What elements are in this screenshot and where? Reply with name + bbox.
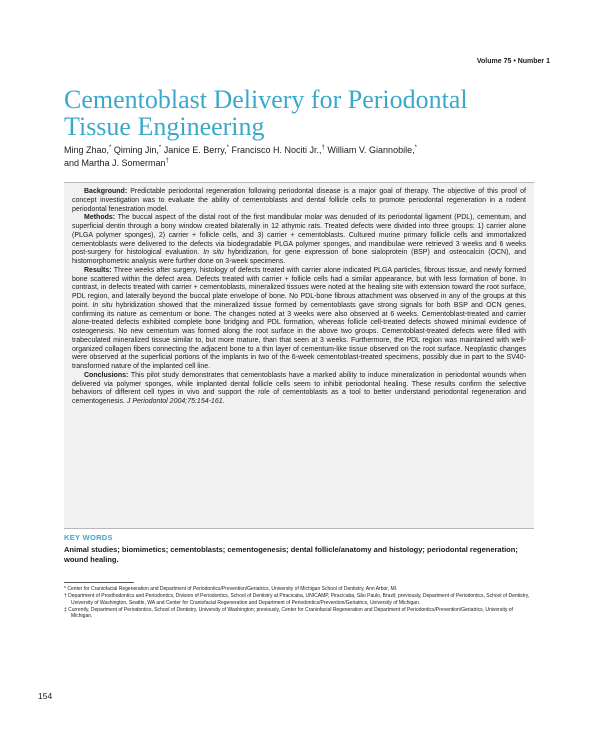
methods-italic: In situ [203, 249, 224, 257]
methods-text-cont: hybridization, for gene expression of bone sialoprotein (BSP) and osteocalcin (OCN), and histomorphometric analysis were further done on 3-week specimens. [72, 249, 526, 265]
author-name: Janice E. Berry, [163, 145, 227, 155]
author-name: and Martha J. Somerman [64, 158, 166, 168]
footnote: † Department of Prosthodontics and Periodontics, Division of Periodontics, School of Dentistry at Piracicaba, UNICAMP, Piracicaba, São Paulo, Brazil; previously, Department of Periodontics, School of Dentistry, University of Washington, Seattle, WA and Center for Craniofacial Regeneration and Department of Periodontics/Prevention/Geriatrics, University of Michigan. [64, 593, 530, 606]
abstract-conclusions [72, 372, 526, 407]
conclusions-text: This pilot study demonstrates that cementoblasts have a marked ability to induce mineralization in periodontal wounds when delivered via polymer sponges, while implanted dental follicle cells seem to inhibit periodontal healing. These results confirm the selective behaviors of different cell types in vivo and support the role of cementoblasts as a tool to better understand periodontal regeneration and cementogenesis. [72, 371, 526, 405]
methods-text: The buccal aspect of the distal root of the first mandibular molar was denuded of its periodontal ligament (PDL), cementum, and superficial dentin through a bony window created bilaterally in 12 athymic rats. Treated defects were divided into three groups: 1) carrier alone (PLGA polymer sponges), 2) carrier + follicle cells, and 3) carrier + cementoblasts. Cultured murine primary follicle cells and immortalized cementoblasts were delivered to the defects via biodegradable PLGA polymer sponges, and mandibulae were retrieved 3 weeks and 6 weeks post-surgery for histological evaluation. [72, 214, 526, 257]
author-mark: † [321, 145, 325, 151]
author-name: William V. Giannobile, [327, 145, 415, 155]
author-list [64, 143, 494, 169]
background-text: Predictable periodontal regeneration following periodontal disease is a major goal of therapy. The objective of this proof of concept investigation was to evaluate the ability of cementoblasts and dental follicle cells to promote periodontal regeneration in a rodent periodontal fenestration model. [72, 188, 526, 213]
abstract-methods [72, 214, 526, 267]
background-label: Background: [84, 188, 128, 195]
author-mark: * [158, 145, 162, 151]
page-number: 154 [38, 691, 53, 701]
methods-label: Methods: [84, 214, 116, 222]
results-text: Three weeks after surgery, histology of defects treated with carrier alone indicated PLGA particles, fibrous tissue, and newly formed bone scattered within the defect area. Defects treated with carrier + follicle cells had a similar appearance, but with less formation of bone. In contrast, in defects treated with carrier + cementoblasts, mineralized tissues were noted at the healing site with extension toward the root surface, PDL region, and laterally beyond the buccal plate envelope of bone. No PDL-bone fibrous attachment was observed in any of the groups at this point. [72, 266, 526, 309]
author-mark: * [226, 145, 229, 151]
abstract-results [72, 267, 526, 372]
author-mark: † [165, 158, 169, 164]
footnote-rule [64, 582, 134, 583]
footnotes [64, 586, 534, 620]
volume-header: Volume 75 • Number 1 [476, 58, 550, 65]
abstract-background [72, 188, 526, 214]
author-name: Ming Zhao, [64, 145, 110, 155]
abstract-box [64, 182, 534, 529]
keywords-heading: KEY WORDS [64, 533, 113, 542]
author-name: Qiming Jin, [113, 145, 159, 155]
citation: J Periodontol 2004;75:154-161. [126, 398, 225, 405]
article-title: Cementoblast Delivery for Periodontal Tissue Engineering [64, 85, 468, 141]
footnote: ‡ Currently, Department of Periodontics, School of Dentistry, University of Washington; previously, Center for Craniofacial Regeneration and Department of Periodontics/Prevention/Geriatrics, University of Michigan. [64, 606, 513, 620]
results-italic: In situ [92, 301, 113, 309]
author-mark: * [109, 145, 112, 151]
footnote: * Center for Craniofacial Regeneration and Department of Periodontics/Prevention/Geriatrics, University of Michigan School of Dentistry, Ann Arbor, MI. [64, 586, 398, 592]
conclusions-label: Conclusions: [84, 371, 129, 379]
author-name: Francisco H. Nociti Jr., [231, 145, 322, 155]
keywords-text: Animal studies; biomimetics; cementoblasts; cementogenesis; dental follicle/anatomy and histology; periodontal regeneration; wound healing. [64, 545, 518, 564]
results-label: Results: [84, 266, 112, 274]
author-mark: * [414, 145, 417, 151]
results-text-cont: hybridization showed that the mineralized tissue formed by cementoblasts gave strong signals for both BSP and OCN genes, confirming its nature as cementum or bone. The changes noted at 3 weeks were also observed at 6 weeks. Cementoblast-treated and carrier alone-treated defects exhibited complete bone bridging and PDL formation, whereas follicle cell-treated defects showed minimal evidence of osteogenesis. No new cementum was formed along the root surface in the above two groups. Cementoblast-treated defects were filled with trabeculated mineralized tissue similar to, but more mature, than that seen at 3 weeks. Furthermore, the PDL region was maintained with well-organized collagen fibers connecting the adjacent bone to a thin layer of cementum-like tissue observed on the root surface. Neoplastic changes were observed at the superficial portions of the implants in two of the 6-week cementoblast-treated specimens, possibly due in part to the SV40-transformed nature of the implanted cell line. [72, 301, 526, 370]
